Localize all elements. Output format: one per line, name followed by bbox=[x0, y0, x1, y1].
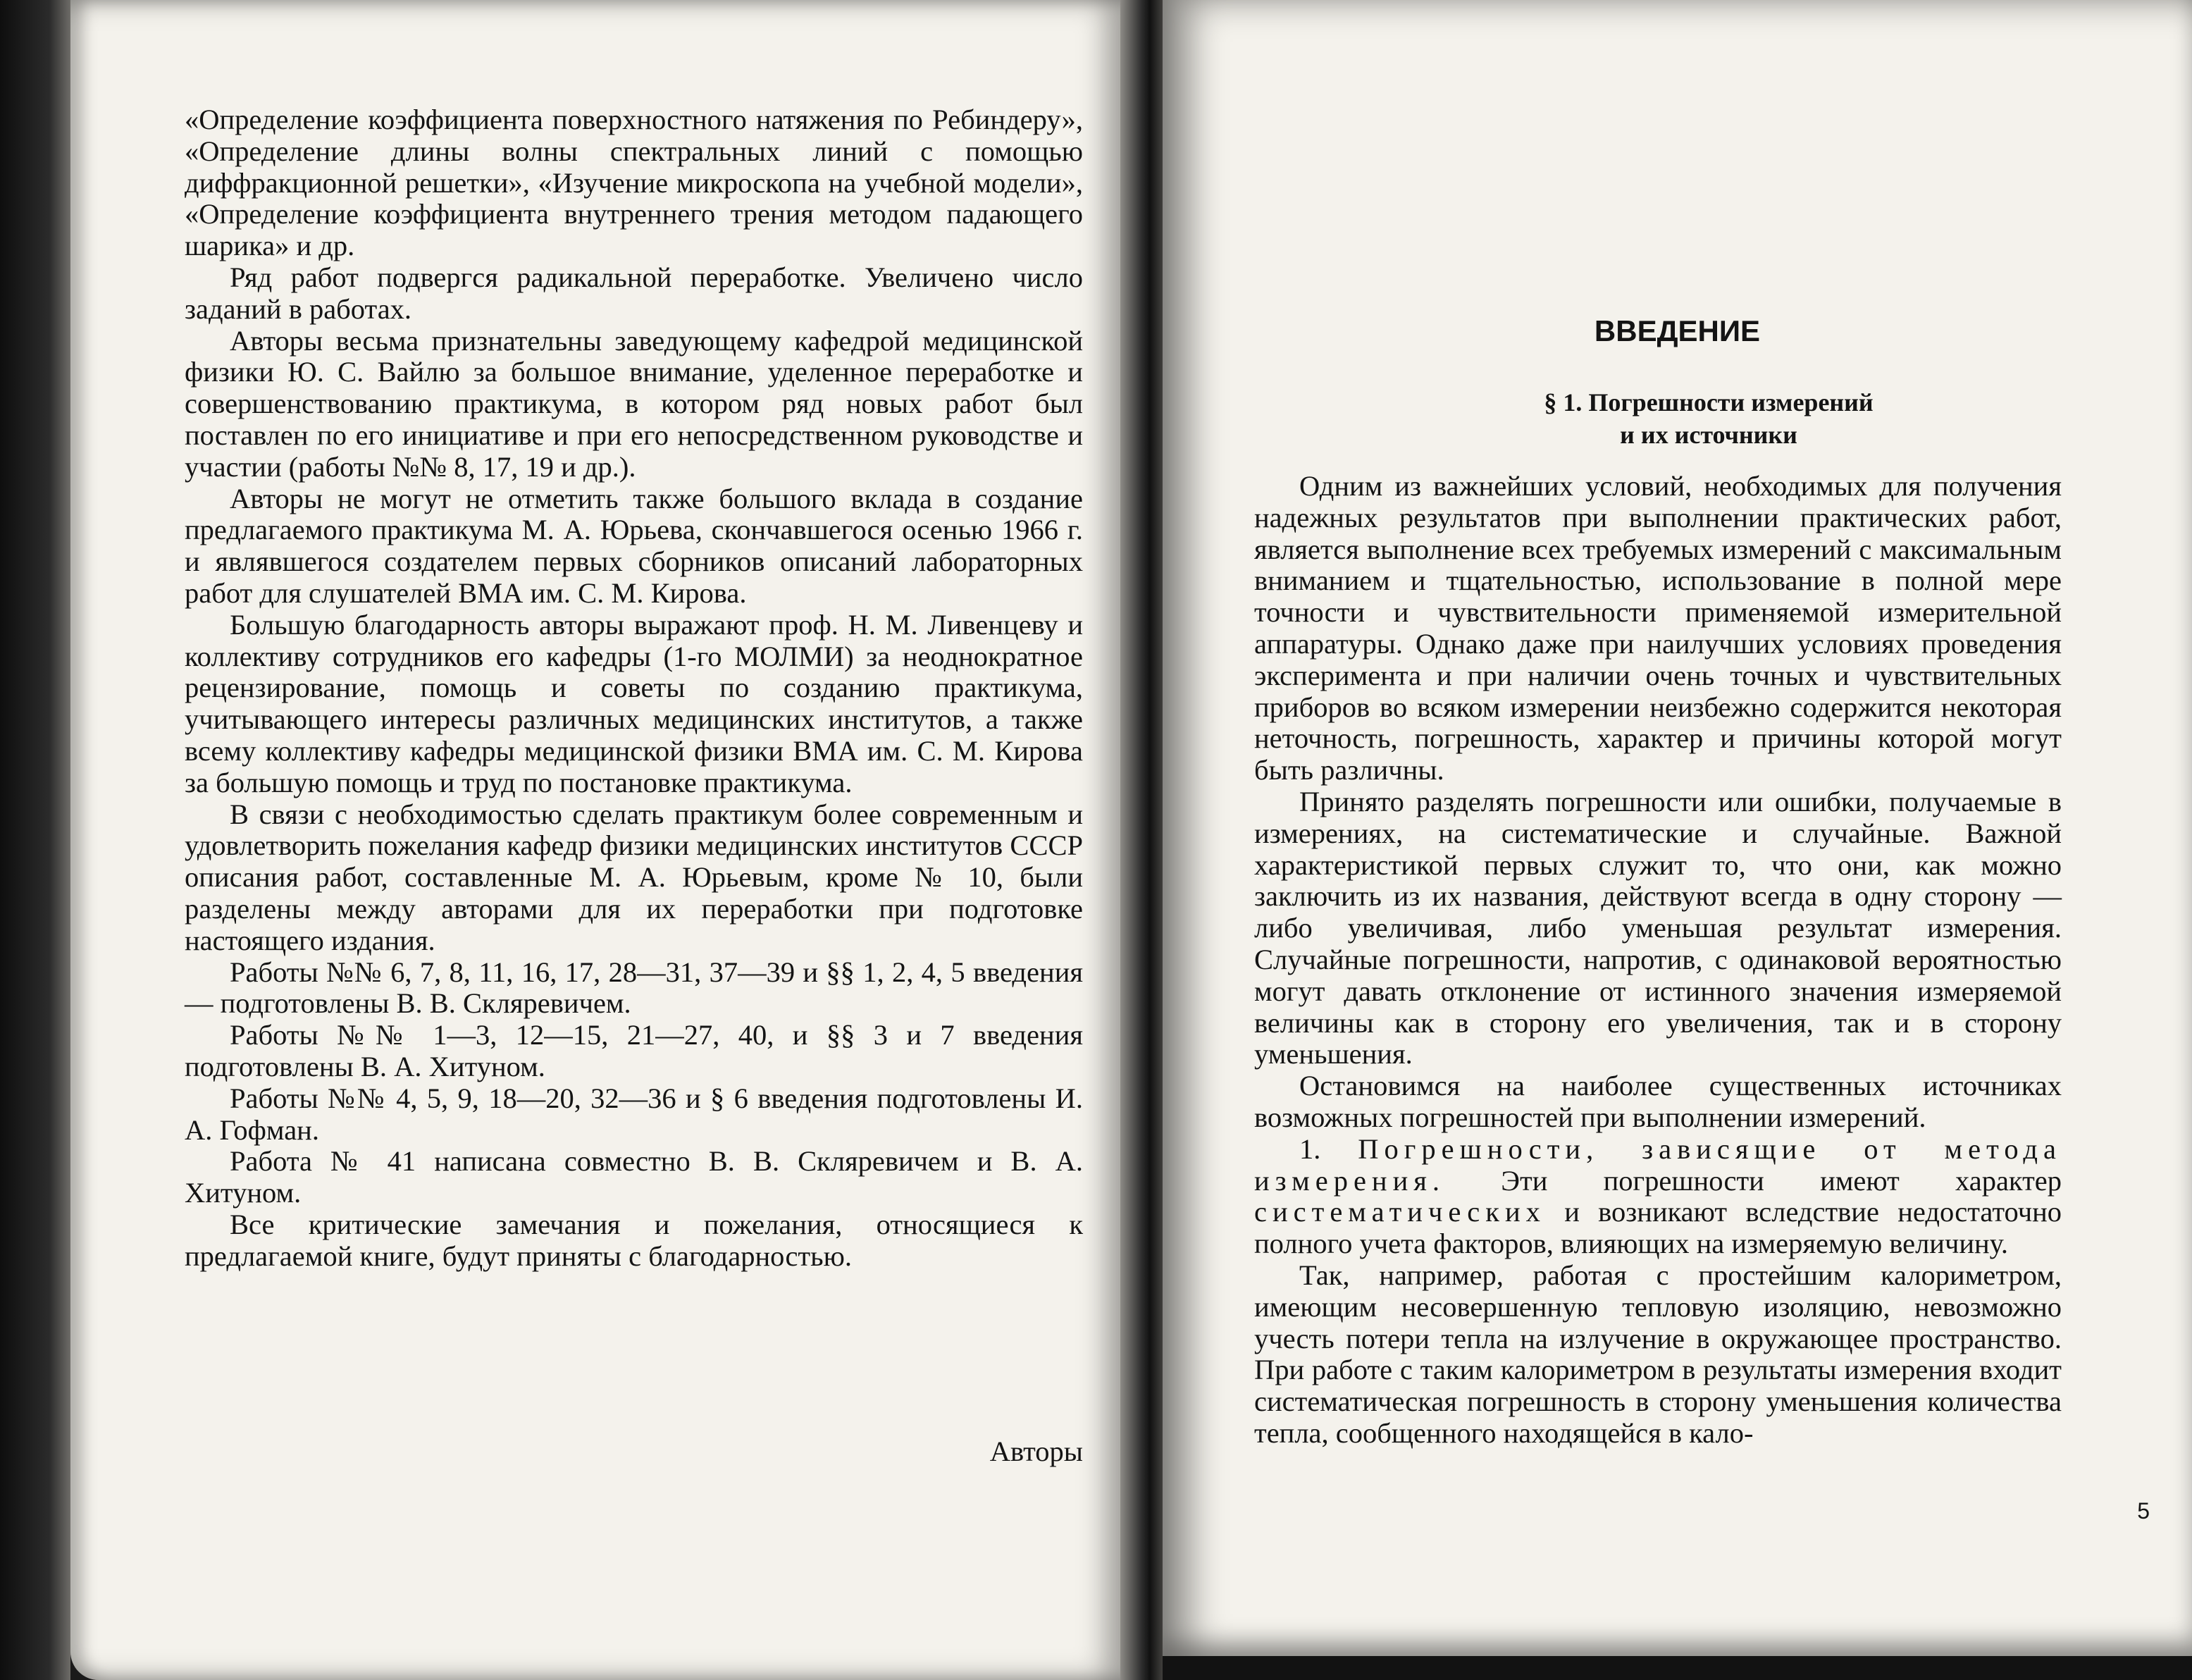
paragraph: Так, например, работая с простейшим калориметром, имеющим несовершенную тепловую изоляцию, невозможно учесть потери тепла на излучение в окружающее пространство. При работе с таким калориметром в результаты измерения входит систематическая погрешность в сторону уменьшения количества тепла, сообщенного находящейся в кало- bbox=[1254, 1259, 2062, 1449]
paragraph: Остановимся на наиболее существенных источниках возможных погрешностей при выполнении измерений. bbox=[1254, 1070, 2062, 1133]
list-item bbox=[1254, 1134, 2062, 1260]
item-number: 1. bbox=[1299, 1132, 1321, 1165]
paragraph: Работы №№ 1—3, 12—15, 21—27, 40, и §§ 3 и 7 введения подготовлены В. А. Хитуном. bbox=[185, 1019, 1083, 1082]
paragraph: Принято разделять погрешности или ошибки, получаемые в измерениях, на систематические и случайные. Важной характеристикой первых служит то, что они, как можно заключить из их названия, действуют всегда в одну сторону — либо увеличивая, либо уменьшая результат измерения. Случайные погрешности, напротив, с одинаковой вероятностью могут давать отклонение от истинного значения измеряемой величины как в сторону его увеличения, так и в сторону уменьшения. bbox=[1254, 785, 2062, 1070]
item-text: Эти погрешности имеют характер bbox=[1501, 1164, 2062, 1197]
paragraph: В связи с необходимостью сделать практикум более современным и удовлетворить пожелания кафедр физики медицинских институтов СССР описания работ, составленные М. А. Юрьевым, кроме № 10, были разделены между авторами для их переработки при подготовке настоящего издания. bbox=[185, 798, 1083, 956]
paragraph: Ряд работ подвергся радикальной переработке. Увеличено число заданий в работах. bbox=[185, 261, 1083, 325]
paragraph: Авторы не могут не отметить также большого вклада в создание предлагаемого практикума М. А. Юрьева, скончавшегося осенью 1966 г. и являвшегося создателем первых сборников описаний лабораторных работ для слушателей ВМА им. С. М. Кирова. bbox=[185, 482, 1083, 609]
paragraph: Работа № 41 написана совместно В. В. Скляревичем и В. А. Хитуном. bbox=[185, 1145, 1083, 1209]
signature: Авторы bbox=[989, 1435, 1083, 1467]
section-title-line1: § 1. Погрешности измерений bbox=[1544, 388, 1874, 416]
paragraph: Все критические замечания и пожелания, относящиеся к предлагаемой книге, будут приняты с благодарностью. bbox=[185, 1208, 1083, 1272]
right-page-text bbox=[1254, 471, 2062, 1450]
scan-bottom-band bbox=[1163, 1656, 2192, 1680]
paragraph: Одним из важнейших условий, необходимых для получения надежных результатов при выполнении практических работ, является выполнение всех требуемых измерений с максимальным вниманием и тщательностью, использование в полной мере точности и чувствительности применяемой измерительной аппаратуры. Однако даже при наилучших условиях проведения эксперимента и при наличии очень точных и чувствительных приборов во всяком измерении неизбежно содержится некоторая неточность, погрешность, характер и причины которой могут быть различны. bbox=[1254, 470, 2062, 786]
left-page bbox=[70, 0, 1127, 1680]
paragraph: Большую благодарность авторы выражают проф. Н. М. Ливенцеву и коллективу сотрудников его кафедры (1-го МОЛМИ) за неоднократное рецензирование, помощь и советы по созданию практикума, учитывающего интересы различных медицинских институтов, а также всему коллективу кафедры медицинской физики ВМА им. С. М. Кирова за большую помощь и труд по постановке практикума. bbox=[185, 608, 1083, 798]
paragraph: Работы №№ 6, 7, 8, 11, 16, 17, 28—31, 37—39 и §§ 1, 2, 4, 5 введения — подготовлены В. В. Скляревичем. bbox=[185, 956, 1083, 1020]
left-page-text bbox=[185, 104, 1083, 1272]
right-page bbox=[1163, 0, 2192, 1656]
scan-left-edge bbox=[0, 0, 70, 1680]
item-emphasis: систематических bbox=[1254, 1196, 1546, 1228]
item-term: Погрешности, зависящие от метода измерения. bbox=[1254, 1132, 2062, 1197]
paragraph: «Определение коэффициента поверхностного натяжения по Ребиндеру», «Определение длины волны спектральных линий с помощью диффракционной решетки», «Изучение микроскопа на учебной модели», «Определение коэффициента внутреннего трения методом падающего шарика» и др. bbox=[185, 104, 1083, 262]
section-title-line2: и их источники bbox=[1620, 421, 1797, 449]
item-text: и возникают вследствие недостаточно полного учета факторов, влияющих на измеряемую величину. bbox=[1254, 1196, 2062, 1260]
paragraph: Работы №№ 4, 5, 9, 18—20, 32—36 и § 6 введения подготовлены И. А. Гофман. bbox=[185, 1082, 1083, 1146]
page-title: ВВЕДЕНИЕ bbox=[1594, 314, 1761, 347]
page-number: 5 bbox=[2137, 1498, 2150, 1524]
paragraph: Авторы весьма признательны заведующему кафедрой медицинской физики Ю. С. Вайлю за большое внимание, уделенное переработке и совершенствованию практикума, в котором ряд новых работ был поставлен по его инициативе и при его непосредственном руководстве и участии (работы №№ 8, 17, 19 и др.). bbox=[185, 324, 1083, 483]
